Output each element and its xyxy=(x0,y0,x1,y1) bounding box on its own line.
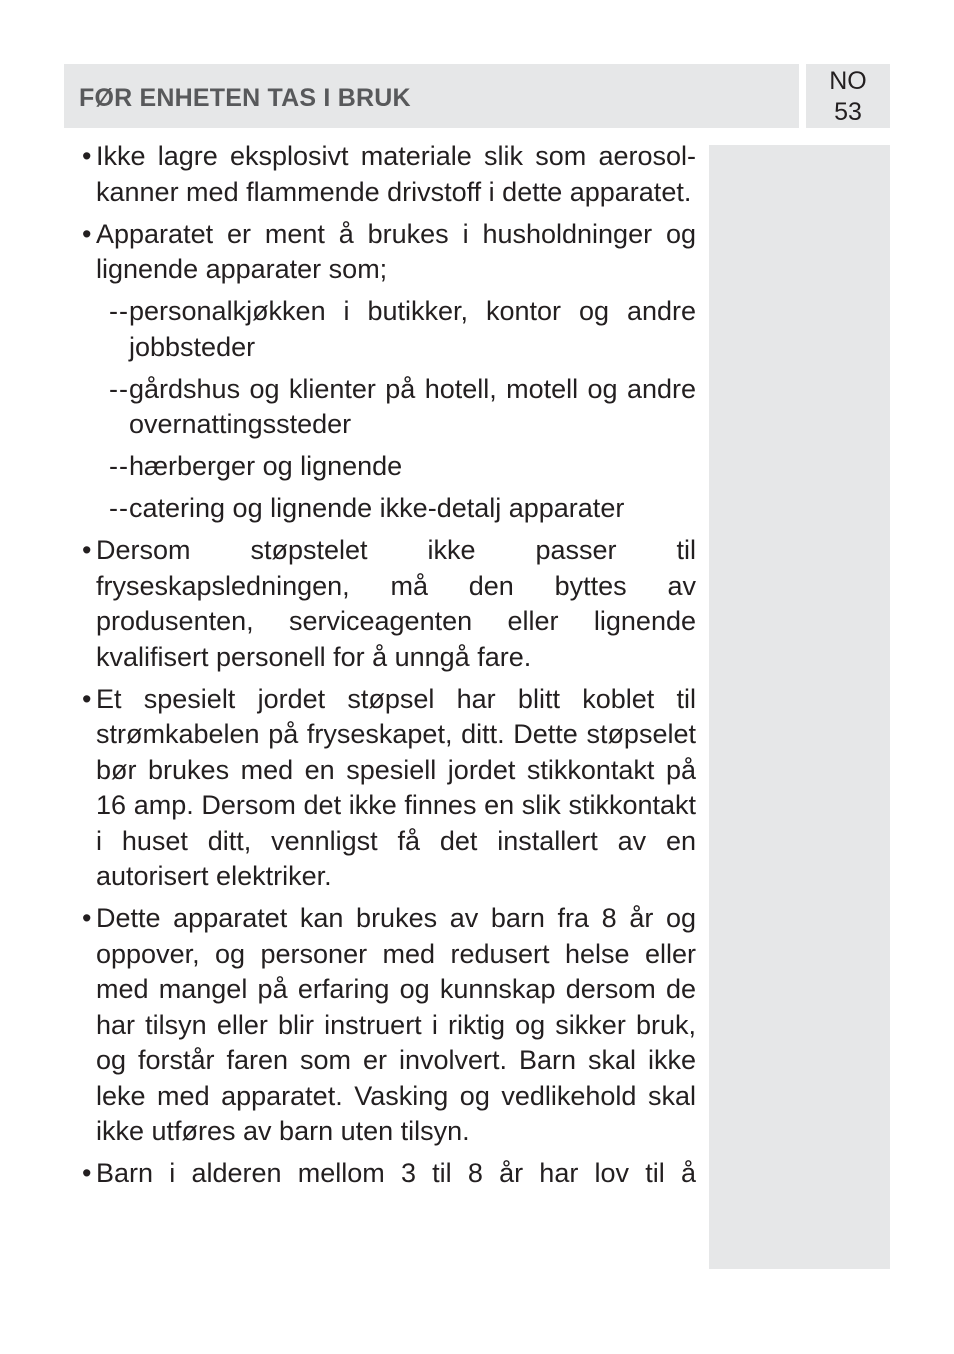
list-item xyxy=(82,682,696,895)
list-item-text: Apparatet er ment å brukes i husholdninger og lignende apparater som; xyxy=(96,218,696,284)
side-margin-panel xyxy=(709,145,890,1269)
sub-list-item-text: gårdshus og klienter på hotell, motell og andre overnattingssteder xyxy=(129,373,696,439)
list-item-text: Barn i alderen mellom 3 til 8 år har lov til å xyxy=(96,1158,696,1188)
list-item-text: Dersom støpstelet ikke passer til fryseskapsledningen, må den byttes av produsenten, serviceagenten eller lignende kvalifisert personell for å unngå fare. xyxy=(96,535,696,672)
list-item xyxy=(82,1156,696,1192)
bullet-icon: • xyxy=(82,218,92,249)
sub-list-item xyxy=(109,491,696,527)
list-item xyxy=(82,901,696,1150)
dash-icon: -- xyxy=(109,451,129,481)
safety-instructions-list xyxy=(82,139,696,1198)
bullet-icon: • xyxy=(82,1158,92,1188)
list-item-text: Dette apparatet kan brukes av barn fra 8 år og oppover, og personer med redusert helse eller med mangel på erfaring og kunnskap dersom de har tilsyn eller blir instruert i riktig og sikker bruk, og forstår faren som er involvert. Barn skal ikke leke med apparatet. Vasking og vedlikehold skal ikke utføres av barn uten tilsyn. xyxy=(96,903,696,1146)
list-item-text: Et spesielt jordet støpsel har blitt koblet til strømkabelen på fryseskapet, ditt. Dette støpselet bør brukes med en spesiell jordet stikkontakt på 16 amp. Dersom det ikke finnes en slik stikkontakt i huset ditt, vennligst få det installert av en autorisert elektriker. xyxy=(96,683,696,891)
list-item xyxy=(82,217,696,288)
sub-list-item-text: personalkjøkken i butikker, kontor og andre jobbsteder xyxy=(129,296,696,362)
list-item xyxy=(82,139,696,210)
sub-list-item-text: catering og lignende ikke-detalj apparater xyxy=(129,493,625,523)
dash-icon: -- xyxy=(109,373,129,404)
sub-list-item xyxy=(109,449,696,485)
bullet-icon: • xyxy=(82,535,92,565)
list-item-text: Ikke lagre eksplosivt materiale slik som aerosol-kanner med flammende drivstoff i dette apparatet. xyxy=(96,141,696,207)
section-title: FØR ENHETEN TAS I BRUK xyxy=(79,84,411,112)
bullet-icon: • xyxy=(82,903,92,933)
sub-list-item xyxy=(109,294,696,365)
sub-list-item-text: hærberger og lignende xyxy=(129,451,403,481)
list-item xyxy=(82,533,696,675)
language-code: NO xyxy=(829,67,867,95)
dash-icon: -- xyxy=(109,296,129,326)
dash-icon: -- xyxy=(109,493,129,523)
sub-list-item xyxy=(109,372,696,443)
page-indicator xyxy=(806,64,890,128)
page-number: 53 xyxy=(834,98,862,126)
bullet-icon: • xyxy=(82,683,92,714)
section-header-bar xyxy=(64,64,799,128)
bullet-icon: • xyxy=(82,141,92,171)
